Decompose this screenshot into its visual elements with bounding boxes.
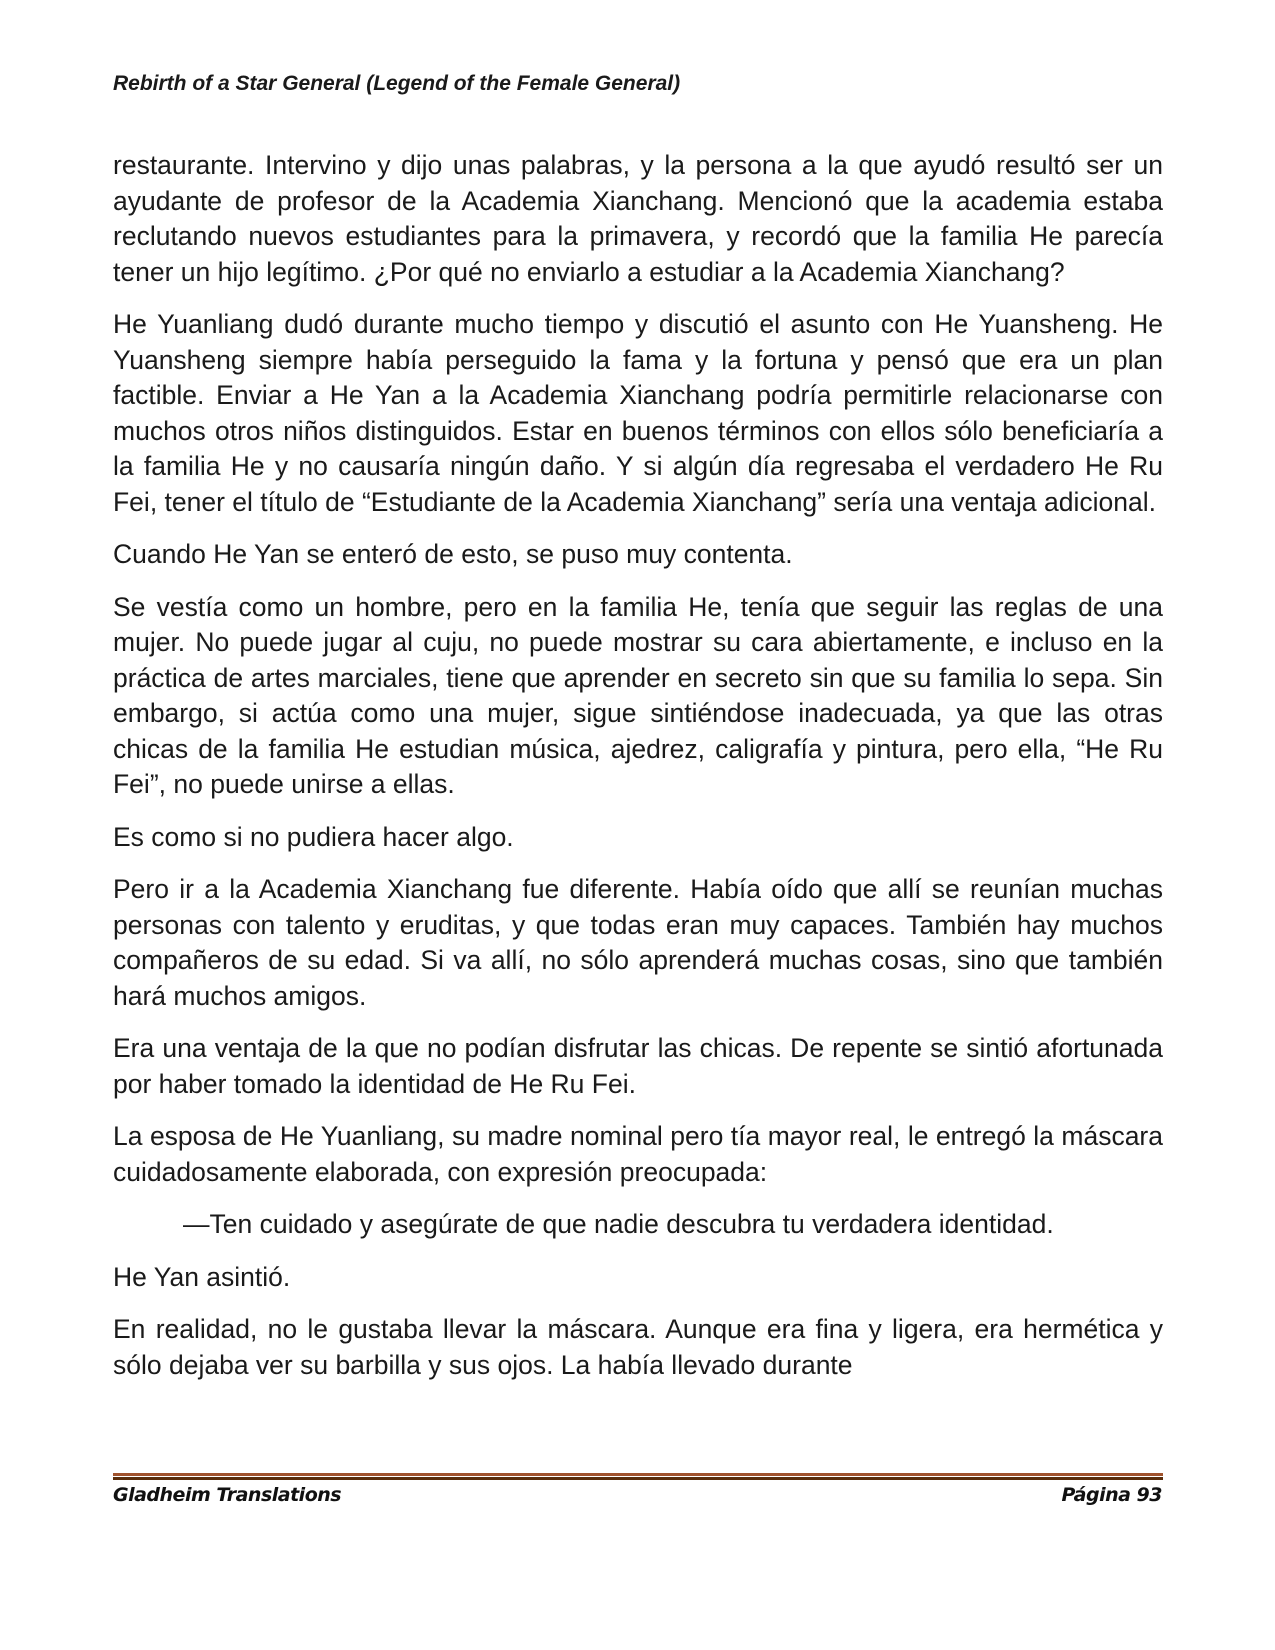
paragraph: Se vestía como un hombre, pero en la familia He, tenía que seguir las reglas de una mujer. No puede jugar al cuju, no puede mostrar su cara abiertamente, e incluso en la práctica de artes marciales, tiene que aprender en secreto sin que su familia lo sepa. Sin embargo, si actúa como una mujer, sigue sintiéndose inadecuada, ya que las otras chicas de la familia He estudian música, ajedrez, caligrafía y pintura, pero ella, “He Ru Fei”, no puede unirse a ellas. — [113, 591, 1163, 799]
paragraph: He Yuanliang dudó durante mucho tiempo y discutió el asunto con He Yuansheng. He Yuansheng siempre había perseguido la fama y la fortuna y pensó que era un plan factible. Enviar a He Yan a la Academia Xianchang podría permitirle relacionarse con muchos otros niños distinguidos. Estar en buenos términos con ellos sólo beneficiaría a la familia He y no causaría ningún daño. Y si algún día regresaba el verdadero He Ru Fei, tener el título de “Estudiante de la Academia Xianchang” sería una ventaja adicional. — [113, 309, 1163, 517]
paragraph: Pero ir a la Academia Xianchang fue diferente. Había oído que allí se reunían muchas personas con talento y eruditas, y que todas eran muy capaces. También hay muchos compañeros de su edad. Si va allí, no sólo aprenderá muchas cosas, sino que también hará muchos amigos. — [113, 874, 1163, 1011]
footer-translator-credit: Gladheim Translations — [113, 1484, 342, 1506]
paragraph: Es como si no pudiera hacer algo. — [113, 821, 514, 852]
dialogue-line: —Ten cuidado y asegúrate de que nadie descubra tu verdadera identidad. — [183, 1209, 1054, 1239]
paragraph: Cuando He Yan se enteró de esto, se puso muy contenta. — [113, 539, 793, 569]
footer-divider — [113, 1473, 1163, 1480]
paragraph: He Yan asintió. — [113, 1261, 291, 1292]
paragraph: Era una ventaja de la que no podían disfrutar las chicas. De repente se sintió afortunada por haber tomado la identidad de He Ru Fei. — [113, 1033, 1163, 1099]
page-header-title: Rebirth of a Star General (Legend of the Female General) — [113, 72, 681, 95]
paragraph: restaurante. Intervino y dijo unas palabras, y la persona a la que ayudó resultó ser un ayudante de profesor de la Academia Xianchang. Mencionó que la academia estaba reclutando nuevos estudiantes para la primavera, y recordó que la familia He parecía tener un hijo legítimo. ¿Por qué no enviarlo a estudiar a la Academia Xianchang? — [113, 150, 1163, 287]
footer-page-number: Página 93 — [1061, 1484, 1162, 1506]
paragraph: La esposa de He Yuanliang, su madre nominal pero tía mayor real, le entregó la máscara cuidadosamente elaborada, con expresión preocupada: — [113, 1121, 1163, 1187]
paragraph: En realidad, no le gustaba llevar la máscara. Aunque era fina y ligera, era hermética y sólo dejaba ver su barbilla y sus ojos. La había llevado durante — [113, 1314, 1163, 1380]
page-body — [113, 148, 1163, 1400]
footer-divider-bottom-line — [113, 1477, 1163, 1480]
